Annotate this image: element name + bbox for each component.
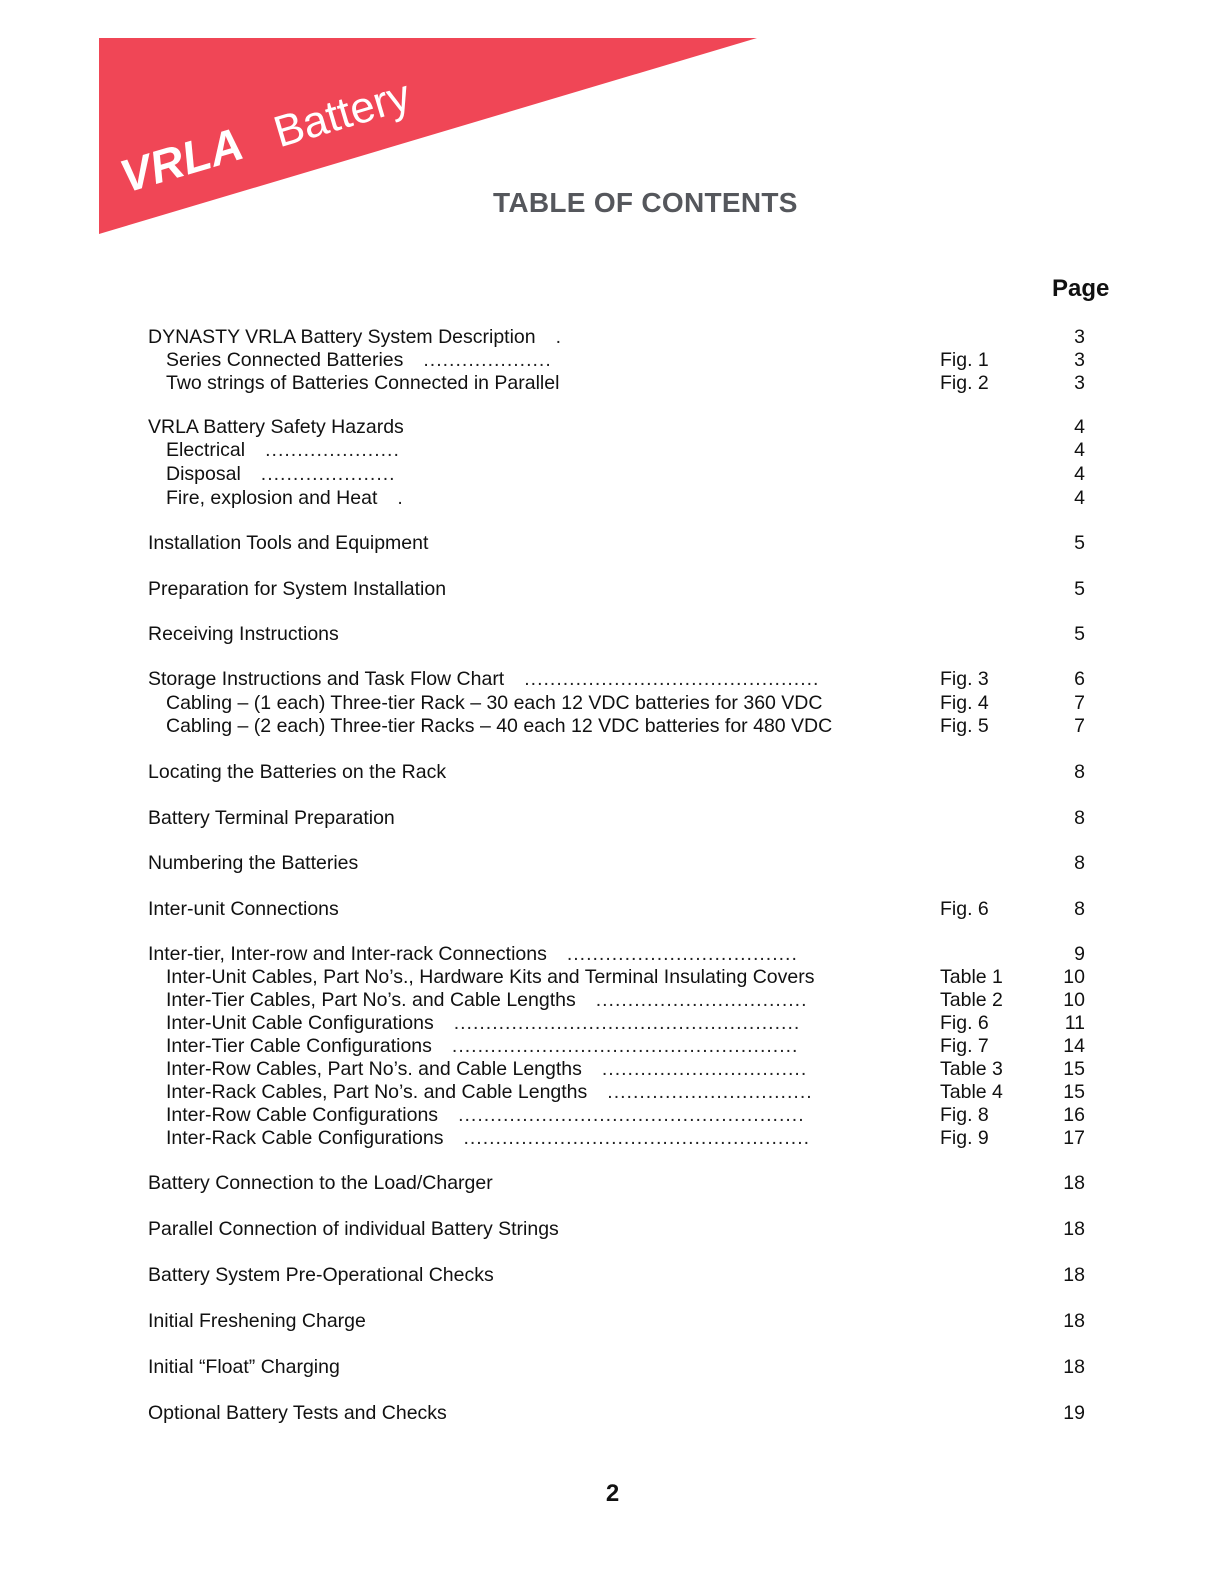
toc-entry-page-number: 8 <box>1074 761 1085 783</box>
toc-entry-reference: Fig. 1 <box>940 349 989 371</box>
toc-entry <box>0 1080 1225 1104</box>
toc-entry-title: Storage Instructions and Task Flow Chart <box>148 668 505 690</box>
toc-entry-reference: Table 3 <box>940 1058 1003 1080</box>
toc-entry-title: Battery Terminal Preparation <box>148 807 395 829</box>
toc-entry-reference: Fig. 7 <box>940 1035 989 1057</box>
toc-entry <box>0 622 1225 646</box>
toc-entry-title: DYNASTY VRLA Battery System Description <box>148 326 536 348</box>
logo-text-vrla: VRLA <box>114 117 249 203</box>
toc-entry-title: Inter-Rack Cables, Part No’s. and Cable Lengths <box>166 1081 588 1103</box>
toc-entry <box>0 1057 1225 1081</box>
toc-entry-reference: Table 1 <box>940 966 1003 988</box>
toc-entry <box>0 348 1225 372</box>
toc-entry <box>0 486 1225 510</box>
toc-entry-page-number: 5 <box>1074 623 1085 645</box>
toc-entry-page-number: 8 <box>1074 852 1085 874</box>
toc-entry-title: Fire, explosion and Heat <box>166 487 378 509</box>
toc-entry-reference: Fig. 6 <box>940 1012 989 1034</box>
toc-entry-leader-dots: ................................ <box>607 1081 813 1103</box>
toc-entry-title: Inter-Row Cables, Part No’s. and Cable Lengths <box>166 1058 582 1080</box>
toc-entry-page-number: 6 <box>1074 668 1085 690</box>
toc-entry-title: Initial “Float” Charging <box>148 1356 340 1378</box>
toc-entry <box>0 371 1225 395</box>
toc-entry-title: Numbering the Batteries <box>148 852 359 874</box>
toc-entry <box>0 1401 1225 1425</box>
toc-entry-title: Inter-tier, Inter-row and Inter-rack Connections <box>148 943 547 965</box>
toc-entry <box>0 760 1225 784</box>
toc-entry <box>0 667 1225 691</box>
toc-entry-leader-dots: ..................... <box>260 463 396 485</box>
toc-entry-leader-dots: .............................................. <box>524 668 820 690</box>
toc-entry-page-number: 4 <box>1074 439 1085 461</box>
toc-entry-title: Inter-Rack Cable Configurations <box>166 1127 444 1149</box>
toc-entry-title: Locating the Batteries on the Rack <box>148 761 447 783</box>
toc-entry-page-number: 5 <box>1074 578 1085 600</box>
toc-entry-reference: Table 2 <box>940 989 1003 1011</box>
toc-entry-page-number: 3 <box>1074 326 1085 348</box>
toc-entry-title: Inter-Row Cable Configurations <box>166 1104 439 1126</box>
toc-entry-page-number: 16 <box>1063 1104 1085 1126</box>
toc-entry-page-number: 9 <box>1074 943 1085 965</box>
toc-entry-title: Inter-Unit Cables, Part No’s., Hardware Kits and Terminal Insulating Covers <box>166 966 815 988</box>
toc-entry-title: Inter-Tier Cables, Part No’s. and Cable Lengths <box>166 989 576 1011</box>
toc-entry <box>0 1263 1225 1287</box>
toc-entry-page-number: 18 <box>1063 1310 1085 1332</box>
toc-entry <box>0 438 1225 462</box>
logo-text-battery: Battery <box>268 70 416 158</box>
page-number: 2 <box>605 1480 620 1507</box>
toc-entry-leader-dots: . <box>397 487 404 509</box>
toc-entry-leader-dots: ...................................................... <box>458 1104 805 1126</box>
toc-entry-title: Parallel Connection of individual Battery Strings <box>148 1218 559 1240</box>
toc-entry-page-number: 18 <box>1063 1264 1085 1286</box>
toc-entry-title: Inter-unit Connections <box>148 898 339 920</box>
toc-entry <box>0 1171 1225 1195</box>
toc-entry-title: Receiving Instructions <box>148 623 339 645</box>
toc-entry <box>0 942 1225 966</box>
toc-entry-page-number: 10 <box>1063 966 1085 988</box>
toc-entry-leader-dots: ...................................................... <box>453 1012 801 1034</box>
toc-entry-reference: Fig. 2 <box>940 372 989 394</box>
toc-entry-page-number: 4 <box>1074 463 1085 485</box>
toc-entry <box>0 897 1225 921</box>
toc-entry <box>0 531 1225 555</box>
toc-entry-title: VRLA Battery Safety Hazards <box>148 416 404 438</box>
toc-entry <box>0 1309 1225 1333</box>
toc-entry <box>0 1103 1225 1127</box>
toc-entry-page-number: 15 <box>1063 1081 1085 1103</box>
toc-entry-leader-dots: ................................ <box>601 1058 808 1080</box>
page-column-heading: Page <box>1052 275 1110 302</box>
toc-entry-reference: Fig. 6 <box>940 898 989 920</box>
toc-entry-title: Cabling – (1 each) Three-tier Rack – 30 each 12 VDC batteries for 360 VDC <box>166 692 823 714</box>
toc-entry-leader-dots: ...................................................... <box>451 1035 799 1057</box>
toc-entry-title: Optional Battery Tests and Checks <box>148 1402 447 1424</box>
toc-entry <box>0 851 1225 875</box>
toc-entry-page-number: 19 <box>1063 1402 1085 1424</box>
toc-entry-page-number: 8 <box>1074 807 1085 829</box>
toc-entry-title: Preparation for System Installation <box>148 578 447 600</box>
toc-entry-title: Inter-Unit Cable Configurations <box>166 1012 434 1034</box>
toc-entry-page-number: 5 <box>1074 532 1085 554</box>
toc-entry <box>0 1034 1225 1058</box>
toc-entry-page-number: 14 <box>1063 1035 1085 1057</box>
toc-entry <box>0 691 1225 715</box>
toc-entry-page-number: 17 <box>1063 1127 1085 1149</box>
toc-entry <box>0 806 1225 830</box>
toc-entry-reference: Fig. 9 <box>940 1127 989 1149</box>
toc-entry-title: Battery System Pre-Operational Checks <box>148 1264 494 1286</box>
toc-entry-page-number: 3 <box>1074 372 1085 394</box>
toc-entry <box>0 325 1225 349</box>
toc-entry-leader-dots: .................................... <box>566 943 798 965</box>
toc-entry <box>0 1011 1225 1035</box>
toc-entry <box>0 462 1225 486</box>
toc-entry-title: Battery Connection to the Load/Charger <box>148 1172 493 1194</box>
toc-entry-reference: Table 4 <box>940 1081 1003 1103</box>
toc-entry-page-number: 15 <box>1063 1058 1085 1080</box>
toc-entry-reference: Fig. 8 <box>940 1104 989 1126</box>
toc-entry-leader-dots: . <box>555 326 563 348</box>
toc-entry-page-number: 7 <box>1074 715 1085 737</box>
toc-entry-title: Cabling – (2 each) Three-tier Racks – 40 each 12 VDC batteries for 480 VDC <box>166 715 833 737</box>
toc-entry-page-number: 11 <box>1064 1012 1085 1034</box>
toc-entry-title: Inter-Tier Cable Configurations <box>166 1035 432 1057</box>
toc-entry <box>0 965 1225 989</box>
toc-entry-leader-dots: ................................. <box>595 989 808 1011</box>
toc-entry-leader-dots: ..................... <box>265 439 400 461</box>
page-title: TABLE OF CONTENTS <box>493 187 798 218</box>
toc-entry-page-number: 3 <box>1074 349 1085 371</box>
toc-entry <box>0 1217 1225 1241</box>
toc-entry <box>0 988 1225 1012</box>
toc-entry-title: Electrical <box>166 439 246 461</box>
toc-entry-title: Two strings of Batteries Connected in Parallel <box>166 372 560 394</box>
toc-entry-title: Installation Tools and Equipment <box>148 532 429 554</box>
toc-entry-leader-dots: ...................................................... <box>463 1127 811 1149</box>
toc-entry-reference: Fig. 4 <box>940 692 989 714</box>
toc-entry <box>0 1126 1225 1150</box>
toc-entry <box>0 714 1225 738</box>
toc-entry-leader-dots: .................... <box>423 349 552 371</box>
toc-entry-page-number: 10 <box>1063 989 1085 1011</box>
toc-entry-reference: Fig. 5 <box>940 715 989 737</box>
toc-entry <box>0 577 1225 601</box>
toc-entry-page-number: 18 <box>1063 1218 1085 1240</box>
toc-entry-title: Initial Freshening Charge <box>148 1310 366 1332</box>
toc-entry-title: Disposal <box>166 463 241 485</box>
toc-entry-reference: Fig. 3 <box>940 668 989 690</box>
toc-entry <box>0 415 1225 439</box>
toc-entry-page-number: 4 <box>1074 416 1085 438</box>
toc-entry-title: Series Connected Batteries <box>166 349 404 371</box>
toc-entry-page-number: 4 <box>1074 487 1085 509</box>
toc-entry-page-number: 18 <box>1063 1356 1085 1378</box>
toc-entry-page-number: 7 <box>1074 692 1085 714</box>
toc-entry <box>0 1355 1225 1379</box>
toc-entry-page-number: 18 <box>1063 1172 1085 1194</box>
toc-entry-page-number: 8 <box>1074 898 1085 920</box>
